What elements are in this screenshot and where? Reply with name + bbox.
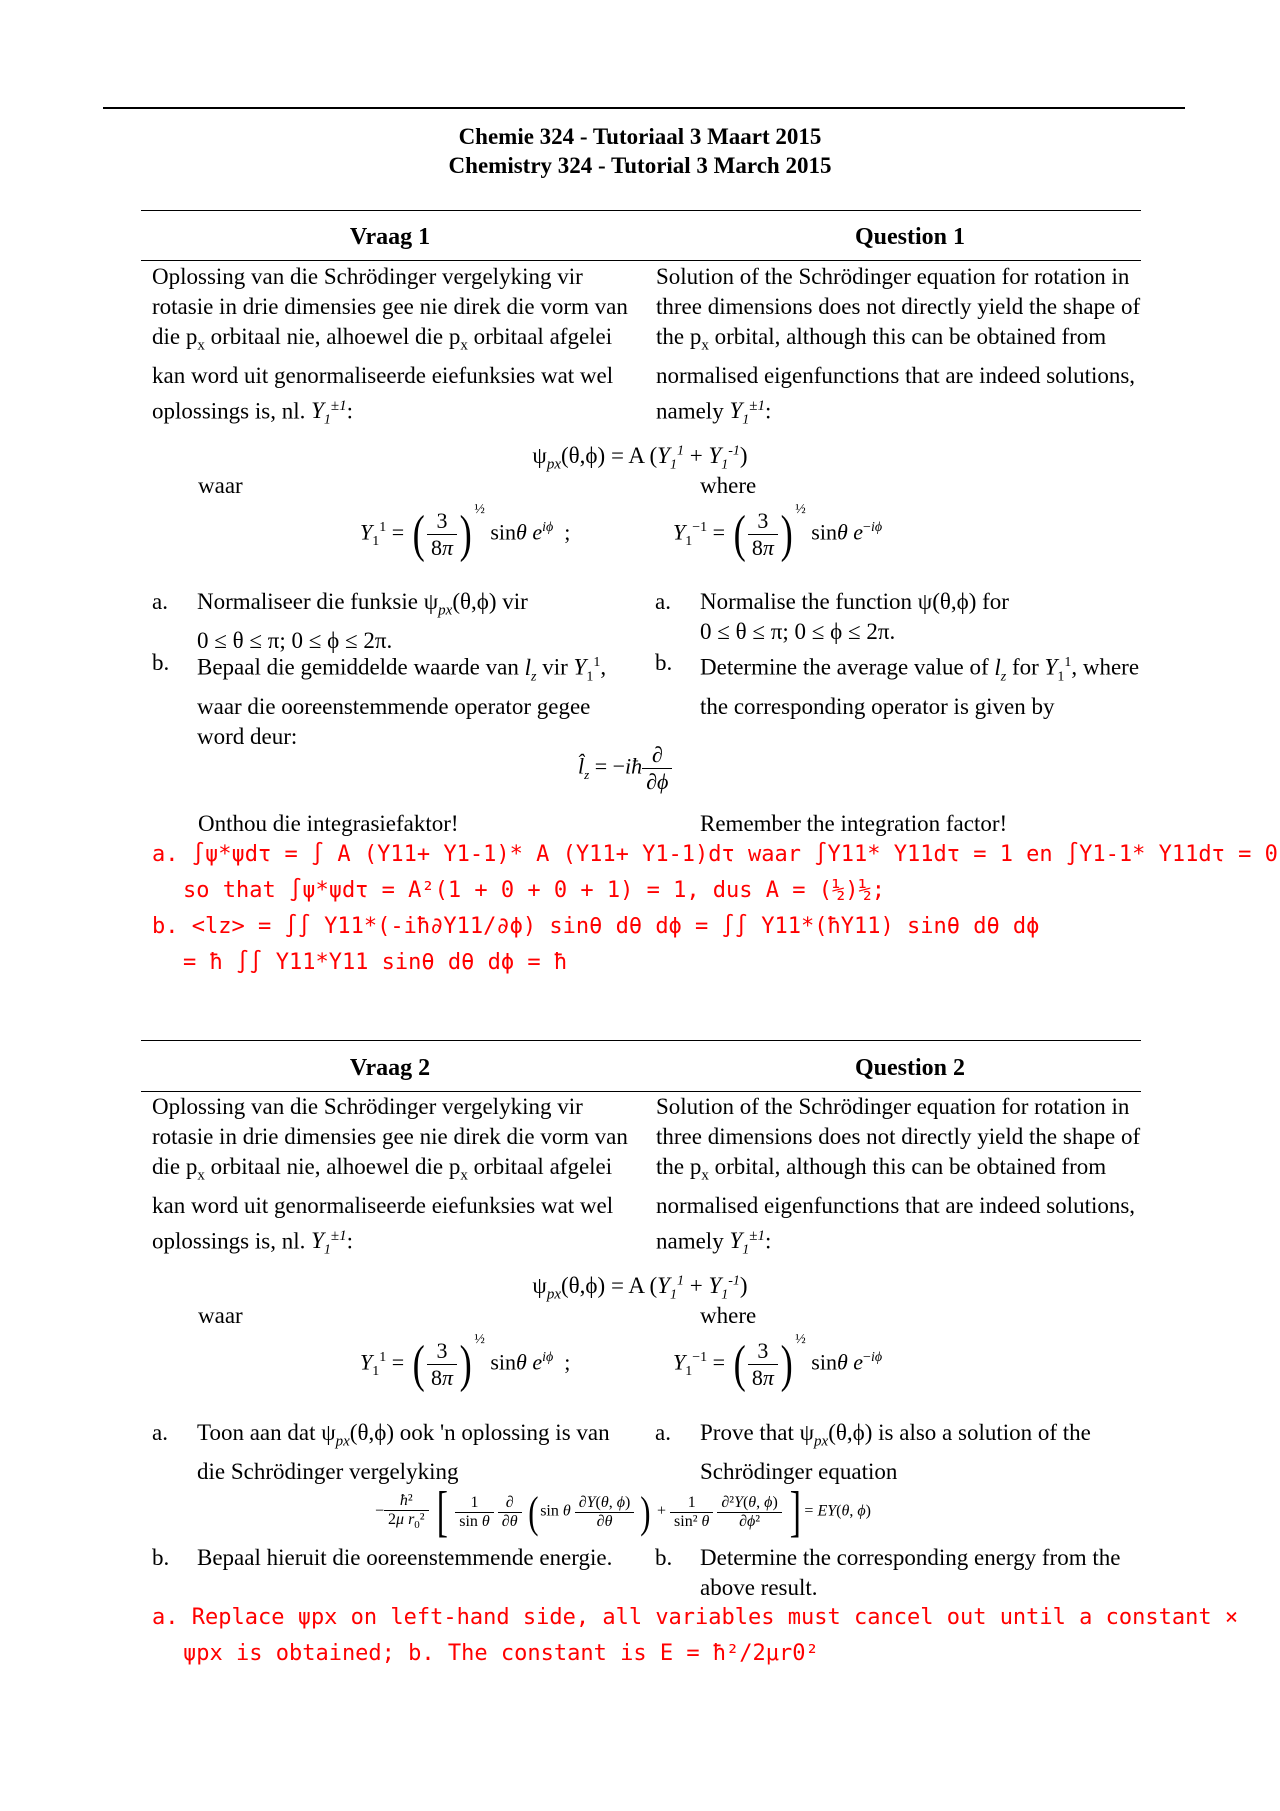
q1-remember-en: Remember the integration factor! [700,811,1008,836]
q1-y11-formula: $Y_1^1$ = ( $\frac{3}{8\pi}$ ) $^{\frac{1}{2}}$ sinθ $e^{i\phi}$ ; [360,502,571,563]
q2-part-a-af: a. Toon aan dat $\psi_{px}(\theta,\phi)$ ook 'n oplossing is van die Schrödinger vergelyking [152,1420,610,1484]
q1-answer-line-1: a. ∫ψ*ψdτ = ∫ A (Y11+ Y1-1)* A (Y11+ Y1-1)dτ waar ∫Y11* Y11dτ = 1 en ∫Y1-1* Y11dτ = 0 [152,842,1278,867]
q1-y1m1-formula: $Y_1^{-1}$ = ( $\frac{3}{8\pi}$ ) $^{\frac{1}{2}}$ sinθ $e^{-i\phi}$ [673,502,883,563]
q1-part-a-en: a. Normalise the function ψ(θ,ϕ) for 0 ≤ θ ≤ π; 0 ≤ ϕ ≤ 2π. [655,589,1009,644]
q2-answer-line-2: ψpx is obtained; b. The constant is E = ħ²/2μr0² [183,1641,819,1666]
q2-y1m1-formula: $Y_1^{-1}$ = ( $\frac{3}{8\pi}$ ) $^{\frac{1}{2}}$ sinθ $e^{-i\phi}$ [673,1332,883,1393]
title-afrikaans: Chemie 324 - Tutoriaal 3 Maart 2015 [458,124,822,149]
q2-part-a-en: a. Prove that $\psi_{px}(\theta,\phi)$ is also a solution of the Schrödinger equation [655,1420,1091,1484]
q2-schrodinger-equation: − $\frac{\text{ħ²}}{2\mu r_0^2}$ [ $\frac{1}{\text{sin θ}}$ $\frac{\partial}{\partial\theta}$ ( sin θ $\frac{\partial Y(\theta, \phi)}{\partial\theta}$ ) + $\frac{1}{\text{sin² θ}}$ $\frac{\text{∂²Y(θ, ϕ)}}{\text{∂ϕ²}}$ ] = EY(θ, ϕ) [375,1481,871,1543]
q1-answer-line-4: = ħ ∫∫ Y11*Y11 sinθ dθ dϕ = ħ [183,950,568,975]
q1-part-a-af: a. Normaliseer die funksie $\psi_{px}(\theta,\phi)$ vir 0 ≤ θ ≤ π; 0 ≤ ϕ ≤ 2π. [152,589,528,653]
title-english: Chemistry 324 - Tutorial 3 March 2015 [448,153,832,178]
q2-psi-equation: $\psi_{px}(\theta,\phi) = A$ $(Y_1^1 + Y_1^{-1})$ [532,1273,748,1303]
q2-y11-formula: $Y_1^1$ = ( $\frac{3}{8\pi}$ ) $^{\frac{1}{2}}$ sinθ $e^{i\phi}$ ; [360,1332,571,1393]
q1-where: where [700,473,757,498]
top-rule [103,107,1185,109]
q2-heading-en: Question 2 [854,1055,965,1081]
q1-heading-af: Vraag 1 [349,224,431,250]
q2-answer-line-1: a. Replace ψpx on left-hand side, all variables must cancel out until a constant × [152,1605,1239,1630]
q1-answer-line-2: so that ∫ψ*ψdτ = A²(1 + 0 + 0 + 1) = 1, dus A = (½)½; [183,878,885,903]
q2-intro-af: Oplossing van die Schrödinger vergelyking vir rotasie in drie dimensies gee nie direk die vorm van die $p_x$ orbitaal nie, alhoewel die $p_x$ orbitaal afgelei kan word uit genormaliseerde eiefunksies wat wel oplossings is, nl. $Y_1^{\pm 1}$: [152,1094,628,1258]
q1-part-b-en: b. Determine the average value of $l_z$ for $Y_1^1$, where the corresponding operator is given by [655,650,1140,720]
q1-heading-rule [141,260,1141,261]
q1-intro-en: Solution of the Schrödinger equation for rotation in three dimensions does not directly yield the shape of the $p_x$ orbital, although this can be obtained from normalised eigenfunctions that are indeed solutions, namely $Y_1^{\pm 1}$: [656,264,1141,428]
q2-part-b-en: b. Determine the corresponding energy from the above result. [655,1545,1121,1600]
q1-intro-af: Oplossing van die Schrödinger vergelyking vir rotasie in drie dimensies gee nie direk die vorm van die $p_x$ orbitaal nie, alhoewel die $p_x$ orbitaal afgelei kan word uit genormaliseerde eiefunksies wat wel oplossings is, nl. $Y_1^{\pm 1}$: [152,264,628,428]
q2-heading-af: Vraag 2 [349,1055,431,1081]
q2-waar: waar [198,1303,243,1328]
q2-top-rule [141,1040,1141,1041]
q1-heading-en: Question 1 [854,224,965,250]
q2-intro-en: Solution of the Schrödinger equation for rotation in three dimensions does not directly yield the shape of the $p_x$ orbital, although this can be obtained from normalised eigenfunctions that are indeed solutions, namely $Y_1^{\pm 1}$: [656,1094,1141,1258]
q2-part-b-af: b. Bepaal hieruit die ooreenstemmende energie. [152,1545,613,1570]
q1-lz-operator: $l̂_z$ = −iħ $\frac{\partial}{\partial\phi}$ [578,742,672,795]
q1-answer-line-3: b. <lz> = ∫∫ Y11*(-iħ∂Y11/∂ϕ) sinθ dθ dϕ = ∫∫ Y11*(ħY11) sinθ dθ dϕ [152,914,1040,939]
q1-part-b-af: b. Bepaal die gemiddelde waarde van $l_z$ vir $Y_1^1$, waar die ooreenstemmende operator gegee word deur: [152,650,607,750]
q1-waar: waar [198,473,243,498]
q2-where: where [700,1303,757,1328]
q1-psi-equation: $\psi_{px}(\theta,\phi) = A$ $(Y_1^1 + Y_1^{-1})$ [532,443,748,473]
q1-remember-af: Onthou die integrasiefaktor! [198,811,459,836]
q1-top-rule [141,210,1141,211]
